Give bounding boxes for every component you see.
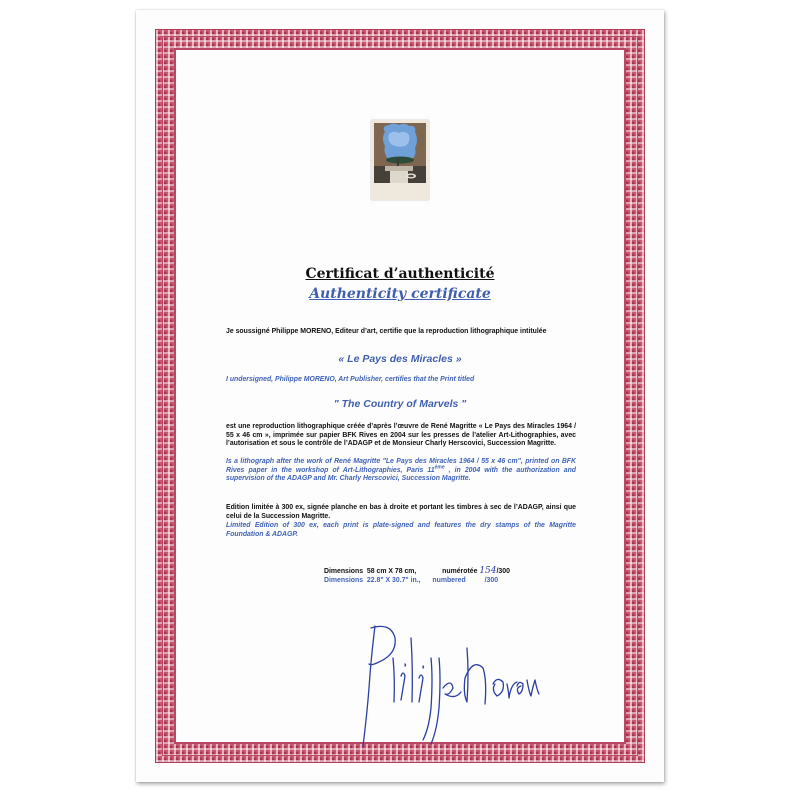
dimensions-english-label: Dimensions (324, 577, 364, 584)
artwork-title-french: « Le Pays des Miracles » (338, 353, 462, 365)
dimensions-block (324, 567, 510, 585)
intro-french: Je soussigné Philippe MORENO, Editeur d’art, certifie que la reproduction lithographique intitulée (226, 328, 547, 335)
artwork-thumbnail (371, 120, 429, 200)
dimensions-french-value: 58 cm X 78 cm, (366, 568, 417, 575)
certificate-sheet (136, 10, 664, 782)
signature (357, 618, 541, 760)
superscript-text: ème (434, 464, 445, 471)
edition-french: Edition limitée à 300 ex, signée planche en bas à droite et portant les timbres à sec de l’ADAGP, ainsi que celui de la Succession Magritte. (226, 504, 576, 520)
artwork-title-english: " The Country of Marvels " (333, 398, 467, 410)
description-english (226, 458, 576, 484)
dimensions-french-label: Dimensions (324, 568, 364, 575)
intro-english: I undersigned, Philippe MORENO, Art Publisher, certifies that the Print titled (226, 376, 475, 383)
certificate-title-english: Authenticity certificate (309, 286, 491, 302)
description-english-part1: Is a lithograph after the work of René Magritte "Le Pays des Miracles 1964 / 55 x 46 cm", printed on BFK Rives paper in the workshop of Art-Lithographies, Paris 11 (226, 458, 576, 474)
certificate-body (176, 50, 624, 742)
description-english-part2: , in 2004 with the authorization and supervision of the ADAGP and Mr. Charly Herscovici, Succession Magritte. (226, 466, 576, 483)
number-total-english: /300 (484, 577, 499, 584)
description-french: est une reproduction lithographique créée d’après l’œuvre de René Magritte « Le Pays des Miracles 1964 / 55 x 46 cm », imprimée sur papier BFK Rives en 2004 sur les presses de l’atelier Art-Lithographies, avec l’autorisation et sous le contrôle de l’ADAGP et de Monsieur Charly Herscovici, Succession Magritte. (226, 423, 576, 448)
certificate-title-french: Certificat d’authenticité (305, 266, 495, 282)
dimensions-english-line (324, 576, 510, 585)
edition-english: Limited Edition of 300 ex, each print is plate-signed and features the dry stamps of the Magritte Foundation & ADAGP. (226, 522, 576, 538)
dimensions-english-value: 22.8" X 30.7" in., (366, 577, 421, 584)
number-total-french: /300 (496, 568, 510, 575)
handwritten-number: 154 (479, 566, 497, 576)
numbered-english-label: numbered (432, 577, 466, 584)
dimensions-french-line (324, 567, 510, 576)
numbered-french-label: numérotée (442, 568, 478, 575)
